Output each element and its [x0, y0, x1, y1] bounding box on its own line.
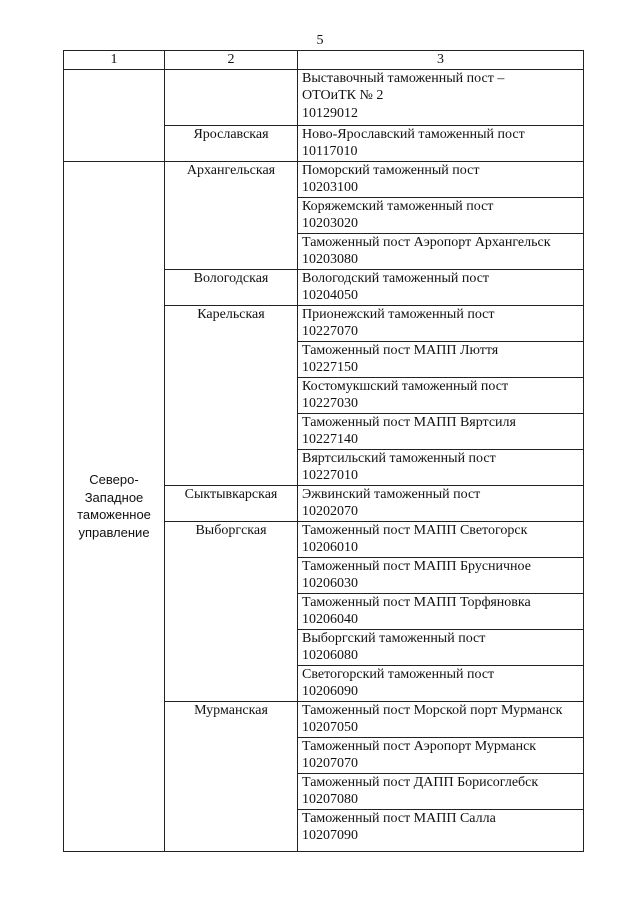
post-cell: [298, 161, 584, 197]
post-name: Таможенный пост МАПП Люття: [302, 342, 499, 358]
region-cell: Карельская: [165, 305, 298, 485]
post-name: Эжвинский таможенный пост: [302, 486, 481, 502]
post-code: 10227070: [302, 324, 358, 339]
post-code: 10203080: [302, 252, 358, 267]
post-name: Поморский таможенный пост: [302, 162, 480, 178]
post-code: 10203020: [302, 216, 358, 231]
post-name: Таможенный пост Аэропорт Мурманск: [302, 738, 537, 754]
post-cell: [298, 377, 584, 413]
post-name: Выставочный таможенный пост – ОТОиТК № 2: [302, 70, 505, 103]
post-code: 10206080: [302, 648, 358, 663]
header-row: [64, 51, 584, 70]
post-name: Таможенный пост МАПП Салла: [302, 810, 496, 826]
post-cell: [298, 269, 584, 305]
post-name: Таможенный пост ДАПП Борисоглебск: [302, 774, 539, 790]
region-cell: Архангельская: [165, 161, 298, 269]
post-name: Светогорский таможенный пост: [302, 666, 495, 682]
post-code: 10206030: [302, 576, 358, 591]
region-cell: Ярославская: [165, 125, 298, 161]
post-name: Таможенный пост Морской порт Мурманск: [302, 702, 563, 718]
authority-cell: [64, 69, 165, 161]
post-code: 10227010: [302, 468, 358, 483]
post-name: Коряжемский таможенный пост: [302, 198, 494, 214]
table-row: [64, 69, 584, 125]
header-col-1: 1: [64, 51, 165, 70]
region-cell: [165, 69, 298, 125]
post-cell: [298, 197, 584, 233]
region-cell: Мурманская: [165, 701, 298, 851]
post-cell: [298, 629, 584, 665]
post-name: Таможенный пост МАПП Торфяновка: [302, 594, 531, 610]
post-cell: [298, 305, 584, 341]
customs-posts-table: [63, 50, 584, 852]
post-name: Костомукшский таможенный пост: [302, 378, 509, 394]
post-name: Ново-Ярославский таможенный пост: [302, 126, 525, 142]
post-cell: [298, 593, 584, 629]
post-name: Прионежский таможенный пост: [302, 306, 495, 322]
post-cell: [298, 485, 584, 521]
post-name: Вяртсильский таможенный пост: [302, 450, 496, 466]
post-cell: [298, 701, 584, 737]
post-cell: [298, 773, 584, 809]
post-code: 10204050: [302, 288, 358, 303]
post-code: 10227140: [302, 432, 358, 447]
post-name: Вологодский таможенный пост: [302, 270, 490, 286]
post-code: 10206090: [302, 684, 358, 699]
post-cell: [298, 737, 584, 773]
post-name: Таможенный пост МАПП Вяртсиля: [302, 414, 516, 430]
post-code: 10227030: [302, 396, 358, 411]
post-code: 10207080: [302, 792, 358, 807]
post-cell: [298, 557, 584, 593]
post-cell: [298, 69, 584, 125]
table-row: [64, 161, 584, 197]
post-name: Таможенный пост МАПП Брусничное: [302, 558, 531, 574]
page-number: 5: [316, 33, 324, 48]
region-cell: Вологодская: [165, 269, 298, 305]
header-col-3: 3: [298, 51, 584, 70]
post-cell: [298, 341, 584, 377]
post-name: Таможенный пост Аэропорт Архангельск: [302, 234, 551, 250]
post-cell: [298, 809, 584, 851]
post-code: 10207050: [302, 720, 358, 735]
post-cell: [298, 449, 584, 485]
post-code: 10207070: [302, 756, 358, 771]
post-code: 10202070: [302, 504, 358, 519]
authority-cell: Северо- Западное таможенное управление: [64, 161, 165, 851]
post-cell: [298, 125, 584, 161]
post-cell: [298, 521, 584, 557]
post-cell: [298, 233, 584, 269]
post-code: 10203100: [302, 180, 358, 195]
post-code: 10207090: [302, 828, 358, 843]
region-cell: Сыктывкарская: [165, 485, 298, 521]
header-col-2: 2: [165, 51, 298, 70]
post-name: Таможенный пост МАПП Светогорск: [302, 522, 528, 538]
post-name: Выборгский таможенный пост: [302, 630, 486, 646]
post-code: 10117010: [302, 144, 358, 159]
post-code: 10206010: [302, 540, 358, 555]
post-cell: [298, 665, 584, 701]
post-code: 10227150: [302, 360, 358, 375]
post-code: 10206040: [302, 612, 358, 627]
post-code: 10129012: [302, 105, 358, 121]
post-cell: [298, 413, 584, 449]
region-cell: Выборгская: [165, 521, 298, 701]
